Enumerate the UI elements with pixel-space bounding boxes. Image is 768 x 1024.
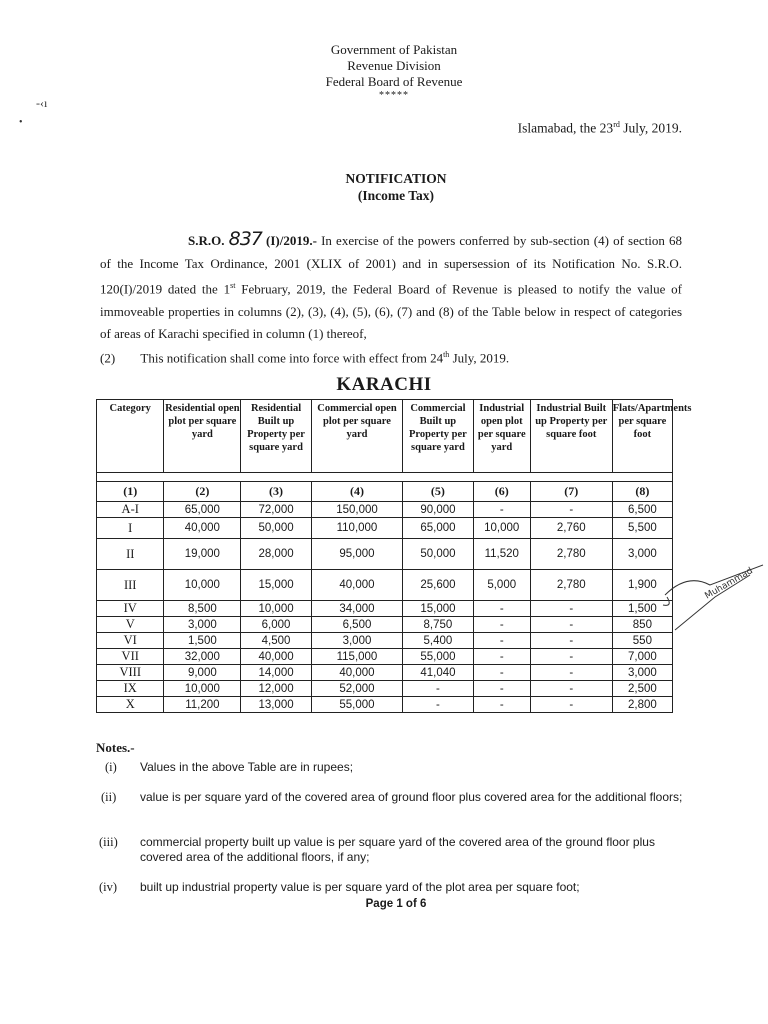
value-cell: - [473, 649, 530, 665]
column-number: (7) [530, 482, 612, 502]
value-cell: 115,000 [311, 649, 402, 665]
table-row [97, 617, 673, 633]
letterhead-line-3: Federal Board of Revenue [325, 74, 463, 89]
dateline [518, 120, 682, 137]
property-values-table [96, 399, 692, 713]
value-cell: 5,500 [612, 518, 672, 539]
value-cell: 50,000 [241, 518, 312, 539]
value-cell: 95,000 [311, 539, 402, 570]
value-cell: 19,000 [164, 539, 241, 570]
letterhead-stars: ***** [379, 90, 409, 101]
paragraph-text-a: In exercise of the powers conferred by sub-section (4) of section 68 of the Income Tax Ordinance, 2001 (XLIX of 2001) and in supersession of its Notification No. S.R.O. 120(I)/2019 dated the 1 [100, 233, 683, 297]
table-row [97, 518, 673, 539]
value-cell: 10,000 [164, 681, 241, 697]
value-cell: - [473, 601, 530, 617]
category-cell: II [97, 539, 164, 570]
paragraph-2-text-a: This notification shall come into force with effect from 24 [140, 350, 444, 366]
value-cell: 90,000 [403, 502, 474, 518]
letterhead-line-2: Revenue Division [347, 58, 441, 73]
notification-title: NOTIFICATION [345, 171, 447, 186]
value-cell: 6,500 [311, 617, 402, 633]
value-cell: 4,500 [241, 633, 312, 649]
paragraph-2-number: (2) [100, 350, 116, 366]
signature-scribble-icon [655, 555, 765, 635]
table-row [97, 665, 673, 681]
column-number: (5) [403, 482, 474, 502]
value-cell: 32,000 [164, 649, 241, 665]
note-1-text: Values in the above Table are in rupees; [140, 760, 354, 774]
letterhead [0, 42, 768, 102]
note-4-text: built up industrial property value is per square yard of the plot area per square foot; [140, 880, 580, 894]
value-cell: 55,000 [311, 697, 402, 713]
value-cell: 2,800 [612, 697, 672, 713]
note-4-number: (iv) [99, 880, 118, 894]
value-cell: - [530, 665, 612, 681]
value-cell: 40,000 [311, 665, 402, 681]
value-cell: 50,000 [403, 539, 474, 570]
value-cell: 25,600 [403, 570, 474, 601]
sro-suffix: (I)/2019.- [266, 233, 317, 248]
value-cell: - [403, 681, 474, 697]
signature-text: Muhammad [703, 566, 755, 602]
category-cell: A-I [97, 502, 164, 518]
note-2-text: value is per square yard of the covered area of ground floor plus covered area for the additional floors; [140, 790, 683, 804]
table-column-number-row [97, 482, 673, 502]
value-cell: 41,040 [403, 665, 474, 681]
category-cell: III [97, 570, 164, 601]
header-flats-apartments: Flats/Apartments per square foot [612, 400, 672, 473]
value-cell: 150,000 [311, 502, 402, 518]
value-cell: 28,000 [241, 539, 312, 570]
column-number: (3) [241, 482, 312, 502]
scan-dot-icon: • [19, 117, 23, 128]
value-cell: 40,000 [164, 518, 241, 539]
table-row [97, 539, 673, 570]
value-cell: 12,000 [241, 681, 312, 697]
notification-heading [0, 170, 768, 204]
value-cell: 3,000 [612, 665, 672, 681]
column-number: (1) [97, 482, 164, 502]
value-cell: 13,000 [241, 697, 312, 713]
value-cell: - [473, 665, 530, 681]
value-cell: - [473, 633, 530, 649]
value-cell: 6,500 [612, 502, 672, 518]
header-industrial-open-plot: Industrial open plot per square yard [473, 400, 530, 473]
value-cell: 1,500 [612, 601, 672, 617]
note-3-text: commercial property built up value is per square yard of the covered area of the ground floor plus covered area of the additional floors, if any; [140, 835, 655, 864]
value-cell: 52,000 [311, 681, 402, 697]
paragraph-2 [100, 350, 509, 366]
value-cell: - [473, 697, 530, 713]
value-cell: 2,780 [530, 570, 612, 601]
paragraph-2-text-b: July, 2019. [449, 350, 510, 366]
value-cell: - [473, 617, 530, 633]
category-cell: VIII [97, 665, 164, 681]
value-cell: - [530, 649, 612, 665]
category-cell: X [97, 697, 164, 713]
value-cell: 1,500 [164, 633, 241, 649]
value-cell: 65,000 [164, 502, 241, 518]
column-number: (8) [612, 482, 672, 502]
category-cell: I [97, 518, 164, 539]
value-cell: 10,000 [164, 570, 241, 601]
table-header-row [97, 400, 673, 473]
table-row [97, 697, 673, 713]
dateline-prefix: Islamabad, the 23 [517, 120, 614, 136]
paragraph-2-sup: th [443, 350, 450, 359]
category-cell: IV [97, 601, 164, 617]
category-cell: IX [97, 681, 164, 697]
notes-heading: Notes.- [96, 740, 135, 755]
table-spacer-row [97, 473, 673, 482]
value-cell: 5,000 [473, 570, 530, 601]
category-cell: VII [97, 649, 164, 665]
value-cell: - [530, 681, 612, 697]
value-cell: 8,750 [403, 617, 474, 633]
value-cell: 10,000 [241, 601, 312, 617]
value-cell: 2,780 [530, 539, 612, 570]
value-cell: 7,000 [612, 649, 672, 665]
value-cell: - [473, 681, 530, 697]
value-cell: 34,000 [311, 601, 402, 617]
value-cell: 3,000 [612, 539, 672, 570]
value-cell: 110,000 [311, 518, 402, 539]
table-row [97, 681, 673, 697]
dateline-sup: rd [613, 120, 620, 129]
scan-mark-icon: -‹ı [36, 96, 48, 110]
sro-prefix: S.R.O. [188, 233, 225, 248]
header-commercial-built-up: Commercial Built up Property per square yard [403, 400, 474, 473]
header-residential-built-up: Residential Built up Property per square yard [241, 400, 312, 473]
value-cell: 65,000 [403, 518, 474, 539]
value-cell: 2,500 [612, 681, 672, 697]
value-cell: 3,000 [164, 617, 241, 633]
value-cell: 15,000 [403, 601, 474, 617]
value-cell: 550 [612, 633, 672, 649]
column-number: (6) [473, 482, 530, 502]
notification-subtitle: (Income Tax) [357, 188, 435, 203]
value-cell: - [530, 633, 612, 649]
value-cell: 2,760 [530, 518, 612, 539]
column-number: (4) [311, 482, 402, 502]
value-cell: 15,000 [241, 570, 312, 601]
city-heading: KARACHI [336, 374, 432, 395]
value-cell: - [473, 502, 530, 518]
table-row [97, 502, 673, 518]
main-paragraph [100, 228, 682, 346]
value-cell: - [530, 502, 612, 518]
column-number: (2) [164, 482, 241, 502]
value-cell: - [403, 697, 474, 713]
paragraph-sup-a: st [230, 281, 236, 290]
value-cell: 40,000 [311, 570, 402, 601]
value-cell: 14,000 [241, 665, 312, 681]
table-row [97, 633, 673, 649]
header-industrial-built-up: Industrial Built up Property per square foot [530, 400, 612, 473]
table-row [97, 601, 673, 617]
note-3-number: (iii) [99, 835, 118, 849]
value-cell: 11,200 [164, 697, 241, 713]
sro-handwritten-number: 837 [228, 228, 262, 250]
header-residential-open-plot: Residential open plot per square yard [164, 400, 241, 473]
dateline-suffix: July, 2019. [619, 120, 682, 136]
paragraph-text-b: February, 2019, the Federal Board of Revenue is pleased to notify the value of immoveable properties in columns (2), (3), (4), (5), (6), (7) and (8) of the Table below in respect of categories of areas of Karachi specified in column (1) thereof, [100, 281, 682, 342]
value-cell: 9,000 [164, 665, 241, 681]
table-row [97, 649, 673, 665]
value-cell: 11,520 [473, 539, 530, 570]
note-2-number: (ii) [101, 790, 117, 804]
value-cell: 55,000 [403, 649, 474, 665]
value-cell: 10,000 [473, 518, 530, 539]
category-cell: VI [97, 633, 164, 649]
note-1-number: (i) [105, 760, 117, 774]
letterhead-line-1: Government of Pakistan [330, 42, 458, 57]
header-commercial-open-plot: Commercial open plot per square yard [311, 400, 402, 473]
value-cell: 6,000 [241, 617, 312, 633]
value-cell: - [530, 601, 612, 617]
value-cell: - [530, 617, 612, 633]
value-cell: 5,400 [403, 633, 474, 649]
value-cell: 40,000 [241, 649, 312, 665]
header-category: Category [97, 400, 164, 473]
page-number: Page 1 of 6 [365, 898, 427, 910]
value-cell: 72,000 [241, 502, 312, 518]
value-cell: 8,500 [164, 601, 241, 617]
value-cell: 850 [612, 617, 672, 633]
category-cell: V [97, 617, 164, 633]
value-cell: 1,900 [612, 570, 672, 601]
table-row [97, 570, 673, 601]
value-cell: 3,000 [311, 633, 402, 649]
value-cell: - [530, 697, 612, 713]
